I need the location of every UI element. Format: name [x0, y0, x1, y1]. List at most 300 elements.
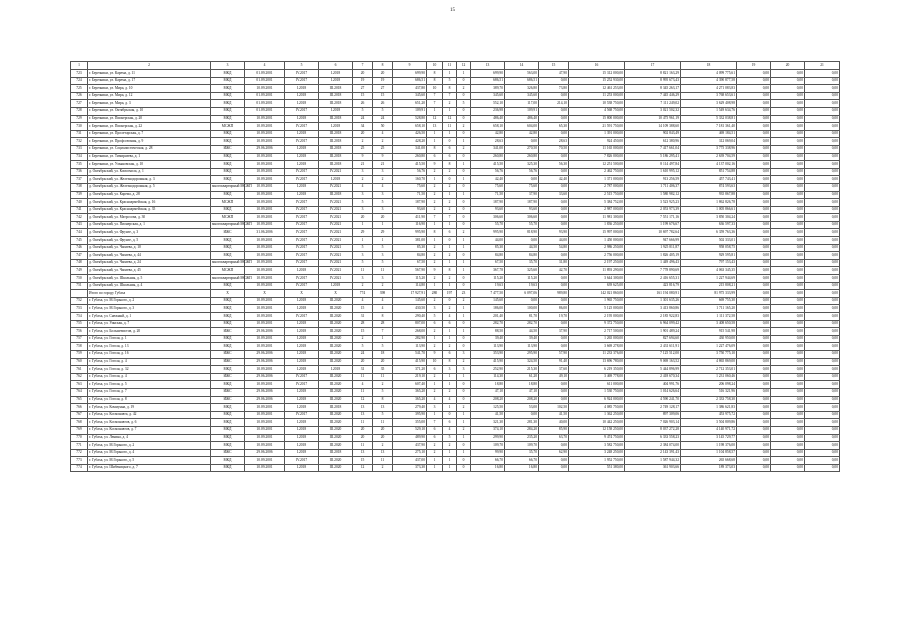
table-cell: 113,90 [393, 343, 427, 351]
table-cell: 326,80 [505, 85, 539, 93]
table-cell: 24 [353, 350, 373, 358]
address-cell: г. Губаха, ул. Гоголя, д. 7 [88, 388, 211, 396]
table-cell: 2 185 922,83 [625, 313, 681, 321]
table-cell: 1 [457, 449, 471, 457]
table-cell: 282,70 [471, 320, 505, 328]
table-cell: 1 199 676,67 [625, 221, 681, 229]
table-cell: 404 991,76 [625, 381, 681, 389]
table-cell: 15 [353, 457, 373, 465]
table-cell: 728 [71, 107, 88, 115]
table-cell: 11 [353, 388, 373, 396]
table-cell: 0,00 [737, 313, 771, 321]
table-cell: МКД [211, 426, 245, 434]
table-cell: 7 778 890,69 [625, 267, 681, 275]
table-cell: 935 867,88 [681, 191, 737, 199]
column-number-19: 19 [737, 62, 771, 70]
table-cell: 748 [71, 259, 88, 267]
table-cell: 758 [71, 343, 88, 351]
table-cell: 37,90 [505, 191, 539, 199]
table-cell: 1 391 000,00 [569, 130, 625, 138]
table-cell: 21 [373, 161, 393, 169]
table-cell: 389,70 [471, 85, 505, 93]
table-cell: 290,40 [393, 313, 427, 321]
table-cell: 01.09.2001 [245, 92, 285, 100]
table-cell: 3 [373, 206, 393, 214]
table-cell: 0,00 [737, 411, 771, 419]
table-cell: 0,00 [737, 70, 771, 78]
table-cell: 10.09.2001 [245, 404, 285, 412]
table-cell: 3 582 750,00 [569, 442, 625, 450]
table-cell: 5 [427, 313, 443, 321]
table-cell: 902 843,49 [625, 130, 681, 138]
table-cell: 1 [457, 411, 471, 419]
table-cell: III.2020 [319, 313, 353, 321]
table-cell: 1 826 405,19 [625, 252, 681, 260]
table-cell: 47,10 [471, 388, 505, 396]
table-cell: МКД [211, 282, 245, 290]
table-cell: 0,00 [539, 153, 569, 161]
table-cell: 658,10 [393, 123, 427, 131]
table-row [71, 275, 840, 283]
table-cell: 0,00 [771, 381, 805, 389]
table-cell: 75,60 [393, 183, 427, 191]
table-cell: 0,00 [539, 282, 569, 290]
address-cell: д. Октябрьский, ул. Железнодорожная, д. 3 [88, 176, 211, 184]
table-cell: 5 [457, 100, 471, 108]
table-cell: 0,00 [805, 404, 840, 412]
table-cell: 11 [443, 123, 457, 131]
table-cell: 0,00 [539, 130, 569, 138]
column-number-14: 14 [505, 62, 539, 70]
table-cell: 20 [373, 358, 393, 366]
table-cell: 29.06.2006 [245, 388, 285, 396]
table-cell: 2 197 250,00 [569, 259, 625, 267]
table-cell: 1 [443, 335, 457, 343]
table-cell: 12 [353, 396, 373, 404]
table-cell: 113,90 [471, 343, 505, 351]
address-cell: г. Березники, ул. Пионерская, д. 20 [88, 115, 211, 123]
table-cell: 4 063 345,35 [681, 267, 737, 275]
table-row [71, 70, 840, 78]
address-cell: г. Губаха, ул. Гоголя, д. 13 [88, 343, 211, 351]
table-cell: 47,90 [539, 70, 569, 78]
table-cell: 197 [443, 290, 457, 298]
table-cell: 115,20 [505, 275, 539, 283]
address-cell: г. Березники, ул. Социалистическая, д. 28 [88, 145, 211, 153]
table-cell: 1 [457, 138, 471, 146]
address-cell: г. Губаха, ул. Большевистов, д. 20 [88, 328, 211, 336]
table-cell: 10.09.2001 [245, 275, 285, 283]
table-cell: 0,00 [771, 457, 805, 465]
table-cell: 0,00 [539, 381, 569, 389]
table-row [71, 221, 840, 229]
table-cell: 20 [373, 426, 393, 434]
table-cell: 636 597,33 [681, 221, 737, 229]
table-cell: ИЖС [211, 358, 245, 366]
table-cell: 658,10 [471, 123, 505, 131]
table-cell: 2 195 000,00 [569, 313, 625, 321]
table-cell: 27 [373, 85, 393, 93]
table-cell: 0,00 [771, 252, 805, 260]
table-cell: 15 312 000,00 [569, 70, 625, 78]
table-cell: 686,51 [505, 77, 539, 85]
table-cell: 1 [443, 381, 457, 389]
table-cell: МКД [211, 343, 245, 351]
table-cell: 4 [443, 426, 457, 434]
table-cell: 2 756 000,00 [569, 252, 625, 260]
table-cell: 0,00 [805, 328, 840, 336]
table-cell: 0,00 [771, 168, 805, 176]
table-cell: 8 [427, 77, 443, 85]
table-row [71, 373, 840, 381]
table-cell: 21 591 750,00 [569, 123, 625, 131]
table-cell: 0,00 [539, 275, 569, 283]
table-cell: 10.09.2001 [245, 168, 285, 176]
table-cell: 10 442 250,00 [569, 419, 625, 427]
table-cell: I.2018 [285, 449, 319, 457]
table-cell: 995,90 [393, 229, 427, 237]
table-cell: 208,20 [505, 396, 539, 404]
table-cell: 1 [443, 404, 457, 412]
table-cell: 6 [427, 434, 443, 442]
table-cell: 10.09.2001 [245, 381, 285, 389]
table-cell: МКД [211, 100, 245, 108]
table-cell: 6 219 350,00 [569, 366, 625, 374]
table-cell: 12 461 253,00 [569, 85, 625, 93]
table-cell: 1 [353, 221, 373, 229]
table-cell: 3 [457, 366, 471, 374]
address-cell: г. Губаха, ул. М.Горького, д. 4 [88, 449, 211, 457]
address-cell: д. Октябрьский, ул. Матросова, д. 30 [88, 214, 211, 222]
table-cell: 924 450,00 [569, 138, 625, 146]
table-cell: 0,00 [539, 464, 569, 472]
table-cell: 01.09.2001 [245, 77, 285, 85]
table-cell: 260,80 [505, 153, 539, 161]
table-cell: III.2020 [319, 373, 353, 381]
table-cell: 65,30 [539, 123, 569, 131]
table-cell: 2 [457, 123, 471, 131]
address-cell: г. Губаха, ул. М.Горького, д. 3 [88, 305, 211, 313]
column-number-11: 11 [443, 62, 457, 70]
table-cell: 0,00 [737, 191, 771, 199]
table-cell: I.2018 [285, 145, 319, 153]
table-cell: 11 253 000,00 [569, 92, 625, 100]
table-cell: 541,70 [393, 350, 427, 358]
table-cell: III.2020 [319, 320, 353, 328]
table-cell: 0,00 [805, 70, 840, 78]
table-cell: 0,00 [737, 221, 771, 229]
table-cell: 6 359 763,36 [681, 229, 737, 237]
table-cell: 0,00 [805, 138, 840, 146]
table-cell: 0,00 [805, 335, 840, 343]
table-cell: 0,00 [771, 313, 805, 321]
table-cell: 415,50 [393, 161, 427, 169]
table-cell: 7 [443, 92, 457, 100]
table-cell: 0,00 [737, 145, 771, 153]
table-cell: 187,90 [471, 199, 505, 207]
table-cell: III.2018 [319, 92, 353, 100]
table-cell: 5 [353, 199, 373, 207]
table-cell: 745 [71, 237, 88, 245]
table-cell: 31.06.2006 [245, 229, 285, 237]
table-cell: 0,00 [737, 442, 771, 450]
table-row [71, 168, 840, 176]
table-cell: 2 749 128,17 [625, 404, 681, 412]
table-cell: 3 248 250,00 [569, 449, 625, 457]
column-number-2: 2 [88, 62, 211, 70]
table-cell: 0 [457, 107, 471, 115]
table-cell: 44,00 [471, 237, 505, 245]
table-cell: I.2018 [319, 123, 353, 131]
table-cell: 0 [457, 396, 471, 404]
table-row [71, 343, 840, 351]
table-cell: 10.09.2001 [245, 426, 285, 434]
table-cell: 161 194 080,91 [625, 290, 681, 298]
table-cell: I.2018 [319, 107, 353, 115]
table-cell: Х [211, 290, 245, 298]
table-cell: IV.2017 [285, 138, 319, 146]
table-row [71, 381, 840, 389]
table-cell: 15 [373, 92, 393, 100]
table-cell: 0,00 [805, 275, 840, 283]
table-cell: МКД [211, 77, 245, 85]
address-cell: д. Октябрьский, ул. Школьная, д. 5 [88, 275, 211, 283]
table-cell: 20 [373, 214, 393, 222]
table-cell: МКД [211, 176, 245, 184]
table-row [71, 464, 840, 472]
table-cell: 6 [443, 320, 457, 328]
table-cell: 19,70 [539, 313, 569, 321]
table-cell: 755 [71, 320, 88, 328]
table-cell: 4 [353, 297, 373, 305]
table-cell: 28,63 [471, 138, 505, 146]
table-cell: 8 [427, 70, 443, 78]
table-cell: 1 [457, 176, 471, 184]
table-cell: 11 [373, 267, 393, 275]
table-row [71, 85, 840, 93]
table-cell: 437,90 [393, 442, 427, 450]
address-cell: г. Березники, ул. Профсоюзная, д. 9 [88, 138, 211, 146]
table-cell: 774 [353, 290, 373, 298]
table-cell: 186,00 [471, 305, 505, 313]
table-cell: 9 474 750,00 [569, 434, 625, 442]
table-cell: 915 541,98 [681, 328, 737, 336]
table-row [71, 176, 840, 184]
table-cell: 0,00 [805, 85, 840, 93]
table-cell: 772 [71, 449, 88, 457]
column-number-21: 21 [805, 62, 840, 70]
address-cell: д. Октябрьский, ул. Фрунзе, д. 3 [88, 229, 211, 237]
table-cell: 235,20 [505, 434, 539, 442]
table-row [71, 426, 840, 434]
table-cell: 0,00 [771, 343, 805, 351]
table-cell: 324,50 [505, 358, 539, 366]
table-cell: 44,50 [505, 328, 539, 336]
table-cell: 3 775 338,96 [681, 145, 737, 153]
table-cell: 6 333 558,23 [625, 434, 681, 442]
table-cell: 0,00 [771, 244, 805, 252]
table-cell: 0,00 [805, 388, 840, 396]
table-cell: 116,90 [393, 221, 427, 229]
table-cell: 929 595,81 [681, 252, 737, 260]
address-cell: г. Губаха, ул. Космонавтов, д. 7 [88, 426, 211, 434]
table-cell: 457 743,41 [681, 176, 737, 184]
table-cell: 0,00 [737, 259, 771, 267]
table-cell: 260,80 [471, 153, 505, 161]
table-cell: I.2018 [285, 130, 319, 138]
table-cell: 567,90 [393, 267, 427, 275]
table-cell: IV.2021 [319, 214, 353, 222]
table-cell: 0,00 [737, 396, 771, 404]
table-cell: IV.2017 [285, 252, 319, 260]
table-cell: 10.09.2001 [245, 442, 285, 450]
column-number-20: 20 [771, 62, 805, 70]
table-cell: 699,90 [471, 70, 505, 78]
table-cell: 12 [427, 115, 443, 123]
table-cell: 4 [373, 130, 393, 138]
table-cell: 2 [427, 206, 443, 214]
table-cell: IV.2017 [285, 168, 319, 176]
table-cell: 0 [457, 282, 471, 290]
table-cell: 93,60 [505, 206, 539, 214]
table-cell: 1 [443, 130, 457, 138]
table-cell: 0,00 [737, 282, 771, 290]
table-cell: IV.2017 [285, 313, 319, 321]
table-cell: 2 [373, 138, 393, 146]
table-cell: III.2018 [319, 153, 353, 161]
table-cell: 325,60 [505, 267, 539, 275]
table-cell: 1 549 634,76 [681, 107, 737, 115]
table-cell: 3 504 809,86 [681, 419, 737, 427]
table-cell: 1 449 496,43 [625, 259, 681, 267]
table-cell: 730 [71, 123, 88, 131]
table-cell: 187,90 [505, 199, 539, 207]
table-cell: 529,10 [393, 426, 427, 434]
table-cell: 63,70 [539, 434, 569, 442]
table-cell: 0,00 [771, 100, 805, 108]
table-cell: 738 [71, 183, 88, 191]
table-cell: I.2018 [285, 388, 319, 396]
table-cell: III.2020 [319, 457, 353, 465]
table-cell: 1 [427, 107, 443, 115]
table-cell: 1 [443, 221, 457, 229]
table-cell: 0,00 [771, 404, 805, 412]
table-cell: 10.09.2001 [245, 199, 285, 207]
table-cell: 0 [457, 214, 471, 222]
table-cell: 1 104 858,57 [681, 449, 737, 457]
table-cell: 947 666,99 [625, 237, 681, 245]
table-cell: 2 787 000,00 [569, 183, 625, 191]
table-cell: 731 [71, 130, 88, 138]
table-cell: 0 [457, 464, 471, 472]
table-cell: 773 [71, 457, 88, 465]
table-row [71, 305, 840, 313]
table-cell: 2 [427, 449, 443, 457]
table-cell: ИЖС [211, 396, 245, 404]
table-cell: 35 [373, 366, 393, 374]
table-cell: 486,40 [505, 115, 539, 123]
table-cell: 736 [71, 168, 88, 176]
table-cell: 3 413 860,86 [625, 305, 681, 313]
table-cell: IV.2017 [285, 107, 319, 115]
table-cell: 0,00 [805, 77, 840, 85]
table-cell: 0,00 [805, 252, 840, 260]
table-cell: 2 639 704,59 [681, 153, 737, 161]
table-cell: 0,00 [805, 183, 840, 191]
table-cell: 374,10 [471, 426, 505, 434]
table-cell: МКД [211, 411, 245, 419]
table-cell: 6 924 000,00 [569, 396, 625, 404]
table-cell: 897 309,06 [625, 411, 681, 419]
table-cell: 430 950,00 [681, 335, 737, 343]
address-cell: д. Октябрьский, ул. Чапаева, д. 45 [88, 267, 211, 275]
table-cell: 0,00 [771, 115, 805, 123]
table-row [71, 77, 840, 85]
table-cell: IV.2017 [285, 237, 319, 245]
table-cell: 56,76 [505, 168, 539, 176]
table-cell: МКД [211, 92, 245, 100]
table-cell: 365,20 [393, 396, 427, 404]
table-cell: 827 694,60 [625, 335, 681, 343]
table-cell: МКД [211, 320, 245, 328]
address-cell: г. Березники, ул. Карема, д. 17 [88, 77, 211, 85]
table-cell: IV.2017 [285, 457, 319, 465]
table-cell: 0,00 [771, 214, 805, 222]
table-cell: 0,00 [771, 275, 805, 283]
table-cell: 0,00 [771, 206, 805, 214]
table-cell: МСЖП [211, 123, 245, 131]
table-cell: 0,00 [737, 123, 771, 131]
table-cell: 2 384 074,00 [625, 442, 681, 450]
table-cell: 1 386 621,83 [681, 404, 737, 412]
table-cell: 0,00 [771, 358, 805, 366]
table-cell: 1 [373, 237, 393, 245]
table-cell: IV.2021 [319, 252, 353, 260]
table-cell: 236,98 [471, 107, 505, 115]
table-cell: 0 [457, 183, 471, 191]
table-cell: 0,00 [737, 85, 771, 93]
table-row [71, 419, 840, 427]
table-row [71, 183, 840, 191]
table-cell: 2 [457, 297, 471, 305]
table-cell: 114,80 [393, 282, 427, 290]
table-cell: 0,00 [737, 138, 771, 146]
table-cell: 2 [443, 252, 457, 260]
table-cell: I.2018 [285, 100, 319, 108]
table-row [71, 259, 840, 267]
table-cell: 3 750 775,10 [681, 350, 737, 358]
table-cell: 219,10 [393, 373, 427, 381]
table-cell: 2 [427, 442, 443, 450]
table-cell: МКД [211, 130, 245, 138]
table-cell: 0,00 [737, 419, 771, 427]
table-row [71, 335, 840, 343]
table-cell: 2 [353, 138, 373, 146]
table-cell: 2 986 250,00 [569, 244, 625, 252]
table-cell: I.2018 [285, 335, 319, 343]
table-cell: 4 085 750,00 [569, 404, 625, 412]
table-row [71, 123, 840, 131]
table-cell: 437,80 [393, 85, 427, 93]
table-cell: 1 [443, 457, 457, 465]
table-cell: 62,90 [539, 449, 569, 457]
table-cell: 1 [427, 138, 443, 146]
table-cell: 1 [457, 373, 471, 381]
table-cell: 4 568 750,00 [569, 107, 625, 115]
table-cell: III.2018 [319, 138, 353, 146]
table-cell: I.2018 [285, 419, 319, 427]
table-cell: 355,00 [393, 419, 427, 427]
